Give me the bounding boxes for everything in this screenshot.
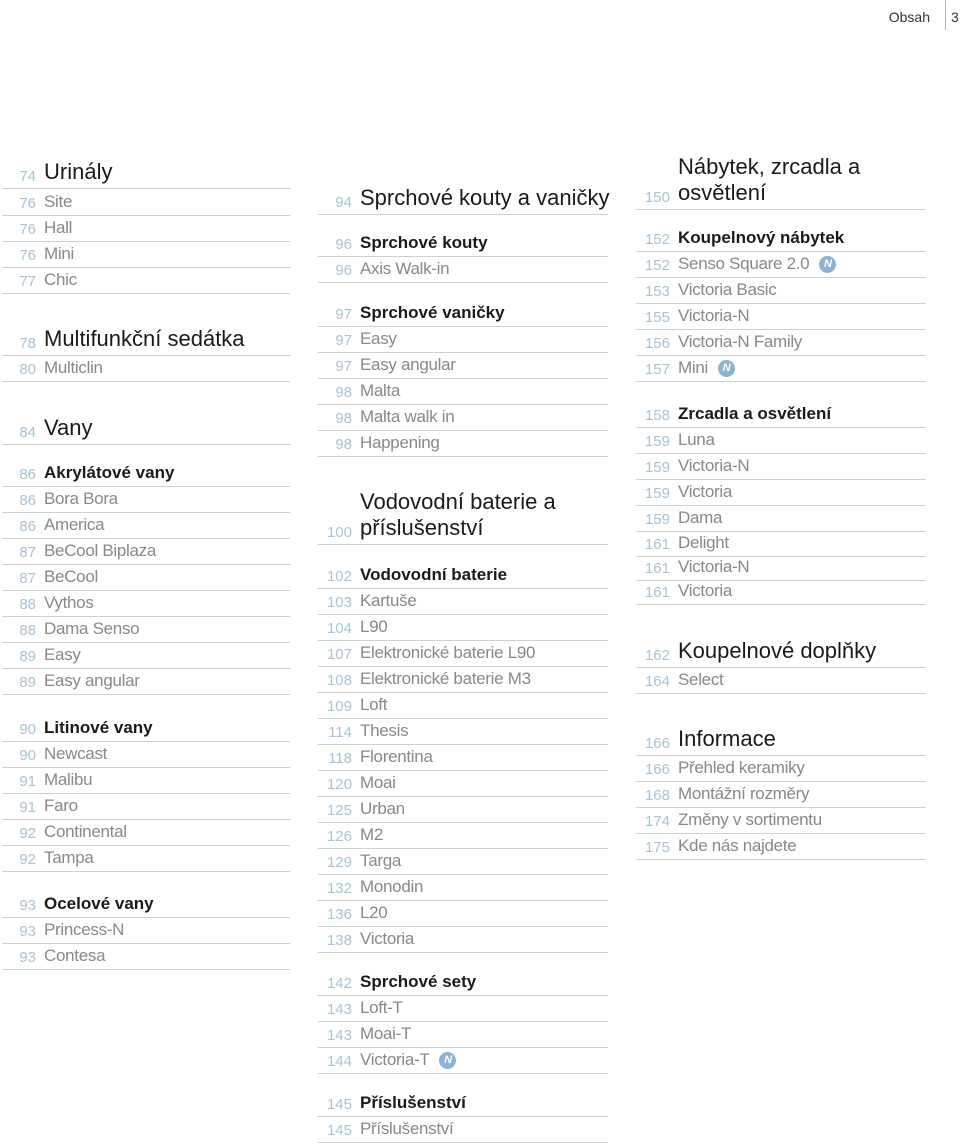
toc-entry: [636, 251, 926, 278]
toc-page-number: 107: [326, 646, 352, 663]
toc-page-number: 74: [19, 168, 36, 185]
toc-page-number: 80: [19, 361, 36, 378]
toc-entry: [318, 1116, 608, 1143]
toc-entry-title: Mini: [44, 244, 74, 263]
toc-page-number: 161: [644, 536, 670, 553]
toc-page-number: 159: [644, 511, 670, 528]
toc-entry: [2, 590, 290, 617]
toc-entry: [318, 430, 608, 457]
toc-page-number: 91: [19, 799, 36, 816]
toc-page-number: 98: [335, 410, 352, 427]
toc-page-number: 94: [335, 194, 352, 211]
toc-entry-title: BeCool: [44, 567, 98, 586]
toc-page-number: 145: [326, 1122, 352, 1139]
toc-entry: [318, 770, 608, 797]
toc-entry-title: Vodovodní baterie a příslušenství: [360, 489, 556, 540]
toc-subsection: [2, 715, 290, 742]
toc-entry-title: Easy angular: [360, 355, 456, 374]
toc-subsection: [2, 460, 290, 487]
toc-entry-title: Hall: [44, 218, 73, 237]
toc-entry: [318, 874, 608, 901]
toc-entry-title: Malta: [360, 381, 401, 400]
toc-entry-title: Faro: [44, 796, 78, 815]
toc-entry-title: Select: [678, 670, 724, 689]
toc-entry-title: Contesa: [44, 946, 106, 965]
new-badge-icon: N: [439, 1052, 456, 1069]
toc-page-number: 97: [335, 358, 352, 375]
toc-subsection: [636, 401, 926, 428]
toc-entry: [636, 303, 926, 330]
toc-entry-title: Easy: [44, 645, 81, 664]
toc-section: [636, 726, 926, 756]
toc-entry-title: Victoria-N: [678, 306, 750, 325]
new-badge-icon: N: [819, 256, 836, 273]
toc-entry: [636, 479, 926, 506]
toc-entry-title: Příslušenství: [360, 1119, 454, 1138]
toc-entry: [2, 486, 290, 513]
toc-page-number: 138: [326, 932, 352, 949]
toc-page-number: 158: [644, 407, 670, 424]
toc-entry-title: Mini N: [678, 358, 735, 378]
toc-page-number: 96: [335, 236, 352, 253]
toc-entry-title: Přehled keramiky: [678, 758, 805, 777]
toc-entry-title: Montážní rozměry: [678, 784, 810, 803]
toc-entry: [636, 807, 926, 834]
toc-page-number: 153: [644, 283, 670, 300]
toc-subsection: [318, 1090, 608, 1117]
toc-entry: [318, 744, 608, 771]
toc-entry: [2, 241, 290, 268]
toc-entry: [2, 943, 290, 970]
toc-entry: [636, 554, 926, 581]
toc-page-number: 120: [326, 776, 352, 793]
toc-entry: [318, 256, 608, 283]
toc-entry: [636, 755, 926, 782]
toc-entry-title: Koupelnový nábytek: [678, 228, 845, 247]
toc-page-number: 103: [326, 594, 352, 611]
toc-page-number: 76: [19, 195, 36, 212]
toc-page-number: 142: [326, 975, 352, 992]
page-header: [0, 0, 960, 34]
toc-entry: [636, 355, 926, 382]
toc-page-number: 156: [644, 335, 670, 352]
toc-page-number: 159: [644, 459, 670, 476]
toc-entry: [2, 616, 290, 643]
toc-entry: [2, 564, 290, 591]
toc-entry: [318, 666, 608, 693]
toc-entry: [2, 189, 290, 216]
toc-entry: [2, 642, 290, 669]
toc-entry: [318, 614, 608, 641]
toc-entry-title: Victoria Basic: [678, 280, 777, 299]
toc-subsection: [2, 891, 290, 918]
toc-page-number: 175: [644, 839, 670, 856]
toc-page-number: 161: [644, 584, 670, 601]
toc-subsection: [318, 969, 608, 996]
toc-entry-title: Monodin: [360, 877, 424, 896]
toc-entry-title: Vythos: [44, 593, 94, 612]
toc-page-number: 143: [326, 1027, 352, 1044]
toc-entry-title: Urban: [360, 799, 405, 818]
toc-entry-title: Senso Square 2.0 N: [678, 254, 836, 274]
toc-page-number: 96: [335, 262, 352, 279]
toc-section: [636, 638, 926, 668]
toc-subsection: [636, 225, 926, 252]
toc-entry-title: L90: [360, 617, 388, 636]
toc-page-number: 102: [326, 568, 352, 585]
toc-entry: [636, 833, 926, 860]
toc-entry: [636, 578, 926, 605]
toc-entry: [318, 588, 608, 615]
toc-entry: [2, 512, 290, 539]
toc-page-number: 150: [644, 189, 670, 206]
toc-page-number: 93: [19, 949, 36, 966]
toc-entry-title: Koupelnové doplňky: [678, 638, 877, 663]
toc-entry-title: Vany: [44, 415, 93, 440]
toc-entry: [2, 355, 290, 382]
toc-entry-title: L20: [360, 903, 388, 922]
toc-entry-title: Delight: [678, 533, 729, 552]
toc-entry: [318, 1047, 608, 1074]
toc-entry: [2, 819, 290, 846]
toc-page-number: 89: [19, 674, 36, 691]
toc-entry-title: Easy angular: [44, 671, 140, 690]
toc-entry: [318, 995, 608, 1022]
toc-entry: [2, 767, 290, 794]
toc-entry-title: Victoria: [360, 929, 414, 948]
toc-entry-title: Vodovodní baterie: [360, 565, 508, 584]
toc-entry-title: Happening: [360, 433, 440, 452]
page-number: 3: [951, 9, 959, 25]
toc-page-number: 164: [644, 673, 670, 690]
toc-page-number: 91: [19, 773, 36, 790]
toc-entry: [318, 900, 608, 927]
toc-entry: [2, 793, 290, 820]
toc-entry-title: Ocelové vany: [44, 894, 154, 913]
toc-entry-title: Urinály: [44, 159, 113, 184]
toc-page-number: 168: [644, 787, 670, 804]
toc-entry-title: Akrylátové vany: [44, 463, 175, 482]
toc-entry: [636, 277, 926, 304]
toc-page-number: 144: [326, 1053, 352, 1070]
toc-entry-title: Thesis: [360, 721, 409, 740]
toc-page-number: 109: [326, 698, 352, 715]
toc-page-number: 152: [644, 231, 670, 248]
toc-entry: [636, 781, 926, 808]
toc-entry-title: Newcast: [44, 744, 108, 763]
toc-subsection: [318, 562, 608, 589]
toc-entry-title: Princess-N: [44, 920, 125, 939]
toc-page-number: 166: [644, 735, 670, 752]
toc-entry-title: Loft: [360, 695, 388, 714]
toc-page-number: 159: [644, 433, 670, 450]
toc-entry-title: Sprchové kouty a vaničky: [360, 185, 610, 210]
toc-page-number: 118: [328, 750, 352, 767]
toc-entry-title: Multiclin: [44, 358, 103, 377]
toc-section: [318, 489, 608, 545]
toc-entry-title: Axis Walk-in: [360, 259, 450, 278]
toc-entry-title: Dama: [678, 508, 723, 527]
toc-entry: [318, 378, 608, 405]
toc-page-number: 132: [326, 880, 352, 897]
toc-entry: [636, 505, 926, 532]
toc-page-number: 76: [19, 221, 36, 238]
toc-page-number: 98: [335, 436, 352, 453]
toc-entry-title: Loft-T: [360, 998, 403, 1017]
toc-page-number: 145: [326, 1096, 352, 1113]
toc-entry: [318, 404, 608, 431]
header-label: Obsah: [888, 9, 930, 25]
toc-entry: [636, 667, 926, 694]
toc-entry-title: Targa: [360, 851, 402, 870]
header-divider: [945, 0, 946, 30]
toc-page-number: 97: [335, 306, 352, 323]
toc-page-number: 88: [19, 622, 36, 639]
toc-page-number: 125: [326, 802, 352, 819]
toc-section: [2, 415, 290, 445]
toc-subsection: [318, 230, 608, 257]
toc-entry-title: Victoria-N Family: [678, 332, 802, 351]
toc-page-number: 155: [644, 309, 670, 326]
toc-section: [636, 154, 926, 210]
toc-entry: [318, 926, 608, 953]
toc-page-number: 93: [19, 923, 36, 940]
toc-section: [2, 326, 290, 356]
toc-entry: [2, 917, 290, 944]
toc-entry: [318, 848, 608, 875]
toc-entry-title: Victoria-T N: [360, 1050, 456, 1070]
toc-entry-title: Elektronické baterie M3: [360, 669, 531, 688]
toc-page-number: 86: [19, 492, 36, 509]
toc-entry-title: Multifunkční sedátka: [44, 326, 245, 351]
toc-entry-title: Chic: [44, 270, 77, 289]
toc-entry: [2, 845, 290, 872]
toc-entry: [2, 741, 290, 768]
toc-entry-title: Easy: [360, 329, 397, 348]
toc-entry-title: Victoria-N: [678, 557, 750, 576]
toc-page-number: 78: [19, 335, 36, 352]
toc-page-number: 174: [644, 813, 670, 830]
toc-entry: [318, 352, 608, 379]
toc-page-number: 136: [326, 906, 352, 923]
toc-entry-title: Sprchové vaničky: [360, 303, 505, 322]
toc-entry: [636, 427, 926, 454]
toc-entry-title: Informace: [678, 726, 776, 751]
toc-entry-title: Příslušenství: [360, 1093, 466, 1112]
toc-page-number: 87: [19, 570, 36, 587]
toc-entry: [318, 692, 608, 719]
toc-entry: [318, 718, 608, 745]
toc-entry-title: Dama Senso: [44, 619, 140, 638]
toc-page-number: 108: [326, 672, 352, 689]
toc-entry: [318, 326, 608, 353]
toc-entry: [318, 822, 608, 849]
toc-page-number: 93: [19, 897, 36, 914]
toc-page-number: 76: [19, 247, 36, 264]
toc-entry: [2, 668, 290, 695]
toc-entry-title: Bora Bora: [44, 489, 118, 508]
toc-entry-title: Malibu: [44, 770, 93, 789]
toc-page-number: 159: [644, 485, 670, 502]
toc-entry: [636, 329, 926, 356]
toc-entry-title: Luna: [678, 430, 715, 449]
toc-page-number: 129: [326, 854, 352, 871]
toc-entry-title: BeCool Biplaza: [44, 541, 157, 560]
toc-entry-title: Moai-T: [360, 1024, 412, 1043]
toc-entry-title: Nábytek, zrcadla a osvětlení: [678, 154, 861, 205]
toc-page-number: 86: [19, 518, 36, 535]
toc-entry-title: Victoria: [678, 581, 732, 600]
toc-entry: [2, 538, 290, 565]
toc-entry: [318, 640, 608, 667]
toc-page-number: 161: [644, 560, 670, 577]
toc-page-number: 92: [19, 851, 36, 868]
toc-entry-title: Sprchové kouty: [360, 233, 488, 252]
toc-section: [318, 162, 608, 215]
toc-page-number: 104: [326, 620, 352, 637]
toc-entry-title: Florentina: [360, 747, 433, 766]
toc-page-number: 98: [335, 384, 352, 401]
toc-entry: [318, 796, 608, 823]
toc-entry: [2, 267, 290, 294]
toc-entry-title: Victoria: [678, 482, 732, 501]
toc-entry: [2, 215, 290, 242]
toc-entry-title: Sprchové sety: [360, 972, 477, 991]
toc-page-number: 162: [644, 647, 670, 664]
toc-entry-title: Elektronické baterie L90: [360, 643, 536, 662]
toc-entry-title: Změny v sortimentu: [678, 810, 822, 829]
toc-section: [2, 159, 290, 189]
toc-page-number: 152: [644, 257, 670, 274]
toc-page-number: 97: [335, 332, 352, 349]
toc-entry: [318, 1021, 608, 1048]
toc-page-number: 143: [326, 1001, 352, 1018]
toc-subsection: [318, 300, 608, 327]
toc-page-number: 90: [19, 721, 36, 738]
toc-entry: [636, 453, 926, 480]
toc-entry-title: M2: [360, 825, 384, 844]
toc-entry-title: Kartuše: [360, 591, 417, 610]
toc-page-number: 114: [328, 724, 352, 741]
toc-page-number: 87: [19, 544, 36, 561]
toc-page-number: 88: [19, 596, 36, 613]
toc-entry-title: Zrcadla a osvětlení: [678, 404, 832, 423]
toc-entry-title: Moai: [360, 773, 396, 792]
toc-page-number: 89: [19, 648, 36, 665]
toc-page-number: 100: [326, 524, 352, 541]
toc-entry-title: Litinové vany: [44, 718, 153, 737]
toc-page-number: 92: [19, 825, 36, 842]
toc-entry-title: Victoria-N: [678, 456, 750, 475]
toc-page-number: 90: [19, 747, 36, 764]
toc-page-number: 166: [644, 761, 670, 778]
toc-entry-title: America: [44, 515, 105, 534]
toc-entry-title: Malta walk in: [360, 407, 455, 426]
toc-entry-title: Tampa: [44, 848, 94, 867]
toc-page-number: 126: [326, 828, 352, 845]
toc-page-number: 84: [19, 424, 36, 441]
toc-entry-title: Continental: [44, 822, 127, 841]
toc-entry-title: Site: [44, 192, 73, 211]
toc-page-number: 77: [19, 273, 36, 290]
toc-page-number: 86: [19, 466, 36, 483]
new-badge-icon: N: [718, 360, 735, 377]
toc-page-number: 157: [644, 361, 670, 378]
toc-entry-title: Kde nás najdete: [678, 836, 797, 855]
toc-entry: [636, 530, 926, 557]
